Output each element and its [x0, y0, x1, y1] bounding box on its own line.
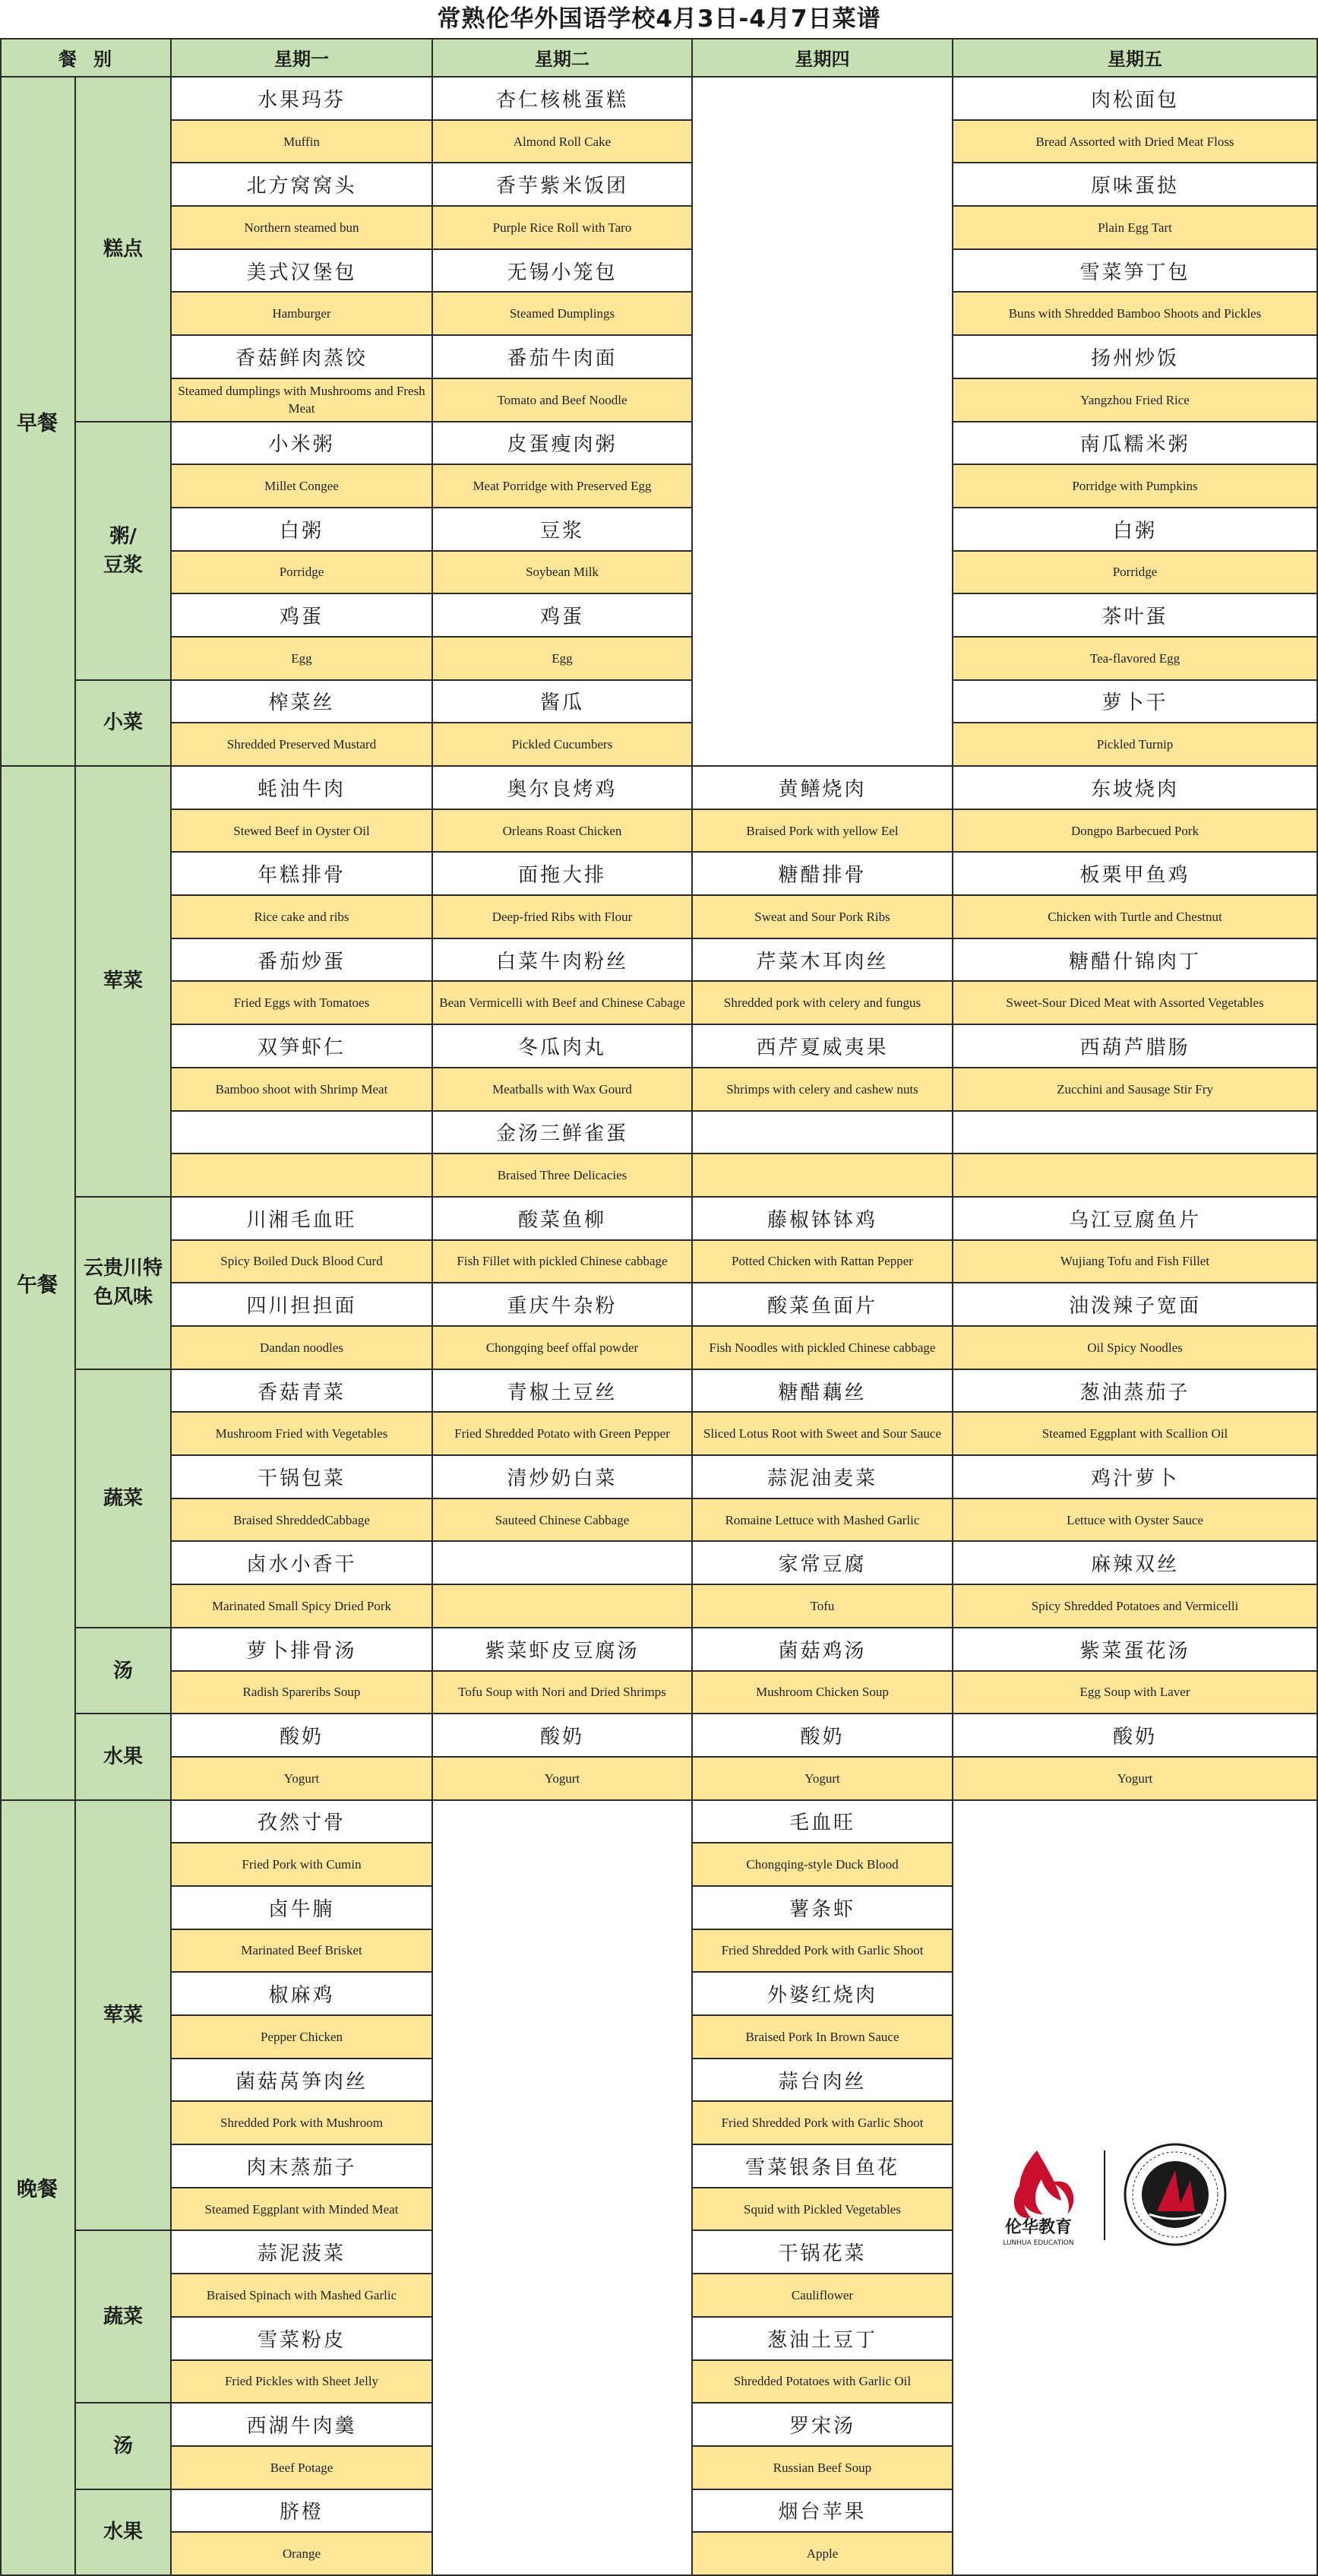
dish-name-en: Yogurt [433, 1758, 693, 1801]
dish-name-zh: 薯条虾 [693, 1887, 953, 1930]
dish-name-en: Dandan noodles [172, 1327, 433, 1370]
dish-name-zh: 皮蛋瘦肉粥 [433, 422, 693, 466]
dish-name-zh: 肉松面包 [953, 78, 1318, 121]
category-name: 小菜 [103, 711, 143, 735]
dish-name-zh: 榨菜丝 [172, 681, 433, 724]
dish-name-en: Orange [172, 2533, 433, 2576]
dish-name-en: Egg [172, 638, 433, 681]
dish-name-en: Steamed Eggplant with Minded Meat [172, 2188, 433, 2232]
dish-name-en: Stewed Beef in Oyster Oil [172, 810, 433, 853]
dish-name-en: Russian Beef Soup [693, 2447, 953, 2490]
dish-name-zh [433, 1542, 693, 1585]
dish-name-zh: 肉末蒸茄子 [172, 2145, 433, 2188]
dish-name-en: Porridge with Pumpkins [953, 465, 1318, 508]
dish-name-en: Millet Congee [172, 465, 433, 508]
dish-name-zh: 菌菇鸡汤 [693, 1628, 953, 1672]
empty-cell [172, 1112, 433, 1155]
dish-name-en: Shredded Potatoes with Garlic Oil [693, 2361, 953, 2404]
dish-name-en: Orleans Roast Chicken [433, 810, 693, 853]
dish-name-en: Fried Pork with Cumin [172, 1843, 433, 1887]
dish-name-zh: 雪菜笋丁包 [953, 250, 1318, 293]
dish-name-zh: 鸡蛋 [433, 594, 693, 638]
dish-name-en: Yogurt [693, 1758, 953, 1801]
dish-name-en: Sliced Lotus Root with Sweet and Sour Sauce [693, 1413, 953, 1456]
dish-name-zh: 蒜泥油麦菜 [693, 1456, 953, 1499]
dish-name-zh: 酸奶 [693, 1714, 953, 1758]
dish-name-en: Fish Fillet with pickled Chinese cabbage [433, 1241, 693, 1284]
category-label [76, 681, 172, 767]
empty-day-block [693, 78, 953, 767]
category-label [76, 2404, 172, 2489]
dish-name-en: Almond Roll Cake [433, 121, 693, 164]
dish-name-en: Steamed Dumplings [433, 293, 693, 336]
dish-name-zh: 北方窝窝头 [172, 163, 433, 207]
dish-name-en: Fried Shredded Pork with Garlic Shoot [693, 1930, 953, 1973]
dish-name-en: Hamburger [172, 293, 433, 336]
dish-name-en: Oil Spicy Noodles [953, 1327, 1318, 1370]
dish-name-en: Muffin [172, 121, 433, 164]
dish-name-zh: 干锅花菜 [693, 2231, 953, 2274]
dish-name-zh: 白粥 [172, 508, 433, 552]
page-title: 常熟伦华外国语学校4月3日-4月7日菜谱 [437, 5, 881, 33]
dish-name-en: Steamed Eggplant with Scallion Oil [953, 1413, 1318, 1456]
dish-name-en: Chicken with Turtle and Chestnut [953, 896, 1318, 939]
dish-name-en: Plain Egg Tart [953, 207, 1318, 250]
dish-name-en: Sweat and Sour Pork Ribs [693, 896, 953, 939]
dish-name-zh: 香菇青菜 [172, 1370, 433, 1413]
header-meal-category: 餐别 [0, 38, 172, 78]
empty-cell [953, 1154, 1318, 1198]
category-label [76, 1801, 172, 2232]
dish-name-zh: 鸡蛋 [172, 594, 433, 638]
dish-name-en: Wujiang Tofu and Fish Fillet [953, 1241, 1318, 1284]
dish-name-en: Fried Eggs with Tomatoes [172, 982, 433, 1025]
dish-name-zh: 葱油蒸茄子 [953, 1370, 1318, 1413]
meal-label: 午餐 [0, 767, 76, 1801]
dish-name-en: Zucchini and Sausage Stir Fry [953, 1068, 1318, 1112]
dish-name-en: Pickled Turnip [953, 723, 1318, 767]
dish-name-en: Radish Spareribs Soup [172, 1672, 433, 1715]
dish-name-zh: 清炒奶白菜 [433, 1456, 693, 1499]
dish-name-en: Lettuce with Oyster Sauce [953, 1499, 1318, 1543]
dish-name-zh: 香芋紫米饭团 [433, 163, 693, 207]
dish-name-en: Northern steamed bun [172, 207, 433, 250]
dish-name-zh: 麻辣双丝 [953, 1542, 1318, 1585]
dish-name-zh: 奥尔良烤鸡 [433, 767, 693, 810]
dish-name-en: Shrimps with celery and cashew nuts [693, 1068, 953, 1112]
dish-name-en: Braised Three Delicacies [433, 1154, 693, 1198]
dish-name-zh: 东坡烧肉 [953, 767, 1318, 810]
empty-cell [953, 1112, 1318, 1155]
header-day: 星期二 [433, 38, 693, 78]
dish-name-zh: 茶叶蛋 [953, 594, 1318, 638]
dish-name-zh: 重庆牛杂粉 [433, 1283, 693, 1327]
dish-name-zh: 萝卜干 [953, 681, 1318, 724]
dish-name-zh: 豆浆 [433, 508, 693, 552]
dish-name-zh: 酸奶 [172, 1714, 433, 1758]
dish-name-en: Bamboo shoot with Shrimp Meat [172, 1068, 433, 1112]
dish-name-en: Braised Spinach with Mashed Garlic [172, 2274, 433, 2318]
dish-name-zh: 南瓜糯米粥 [953, 422, 1318, 466]
dish-name-en: Marinated Beef Brisket [172, 1930, 433, 1973]
category-name: 粥/豆浆 [103, 524, 143, 577]
dish-name-en: Purple Rice Roll with Taro [433, 207, 693, 250]
logo-english-text: LUNHUA EDUCATION [1003, 2239, 1074, 2247]
dish-name-en: Tea-flavored Egg [953, 638, 1318, 681]
dish-name-en: Fried Pickles with Sheet Jelly [172, 2361, 433, 2404]
dish-name-en: Steamed dumplings with Mushrooms and Fresh Meat [172, 379, 433, 422]
dish-name-en: Bread Assorted with Dried Meat Floss [953, 121, 1318, 164]
dish-name-zh: 菌菇莴笋肉丝 [172, 2059, 433, 2103]
dish-name-zh: 孜然寸骨 [172, 1801, 433, 1844]
dish-name-en: Braised Pork with yellow Eel [693, 810, 953, 853]
dish-name-en: Chongqing-style Duck Blood [693, 1843, 953, 1887]
dish-name-en: Spicy Boiled Duck Blood Curd [172, 1241, 433, 1284]
meal-label: 晚餐 [0, 1801, 76, 2576]
dish-name-zh: 乌江豆腐鱼片 [953, 1198, 1318, 1241]
dish-name-zh: 脐橙 [172, 2490, 433, 2533]
dish-name-zh: 番茄牛肉面 [433, 336, 693, 379]
dish-name-zh: 黄鳝烧肉 [693, 767, 953, 810]
empty-cell [693, 1154, 953, 1198]
logo-chinese-text: 伦华教育 [1004, 2218, 1073, 2237]
dish-name-zh: 白菜牛肉粉丝 [433, 939, 693, 983]
category-label [76, 422, 172, 681]
dish-name-en: Mushroom Fried with Vegetables [172, 1413, 433, 1456]
category-label [76, 1370, 172, 1628]
dish-name-zh: 酸菜鱼柳 [433, 1198, 693, 1241]
dish-name-zh: 酸奶 [953, 1714, 1318, 1758]
logo-divider [1104, 2150, 1105, 2240]
dish-name-zh: 原味蛋挞 [953, 163, 1318, 207]
dish-name-en: Egg [433, 638, 693, 681]
dish-name-en: Fried Shredded Potato with Green Pepper [433, 1413, 693, 1456]
dish-name-zh: 糖醋排骨 [693, 853, 953, 896]
dish-name-en: Chongqing beef offal powder [433, 1327, 693, 1370]
dish-name-en: Fish Noodles with pickled Chinese cabbage [693, 1327, 953, 1370]
dish-name-zh: 冬瓜肉丸 [433, 1025, 693, 1068]
lunhua-flame-logo-icon [1014, 2150, 1073, 2218]
dish-name-en: Meat Porridge with Preserved Egg [433, 465, 693, 508]
meal-label: 早餐 [0, 78, 76, 767]
dish-name-en: Potted Chicken with Rattan Pepper [693, 1241, 953, 1284]
dish-name-zh: 青椒土豆丝 [433, 1370, 693, 1413]
dish-name-en: Pepper Chicken [172, 2016, 433, 2059]
table-top-border [0, 38, 1318, 40]
dish-name-en [433, 1585, 693, 1628]
category-name: 蔬菜 [103, 1486, 143, 1510]
dish-name-zh: 椒麻鸡 [172, 1973, 433, 2016]
category-label [76, 1198, 172, 1370]
dish-name-en: Shredded Pork with Mushroom [172, 2102, 433, 2145]
dish-name-en: Porridge [953, 552, 1318, 595]
dish-name-zh: 四川担担面 [172, 1283, 433, 1327]
dish-name-zh: 葱油土豆丁 [693, 2318, 953, 2361]
dish-name-en: Pickled Cucumbers [433, 723, 693, 767]
dish-name-en: Cauliflower [693, 2274, 953, 2318]
dish-name-en: Soybean Milk [433, 552, 693, 595]
dish-name-en: Squid with Pickled Vegetables [693, 2188, 953, 2232]
dish-name-zh: 蒜泥菠菜 [172, 2231, 433, 2274]
dish-name-zh: 干锅包菜 [172, 1456, 433, 1499]
dish-name-zh: 川湘毛血旺 [172, 1198, 433, 1241]
school-logos [953, 2134, 1318, 2248]
category-name: 汤 [112, 2434, 133, 2457]
dish-name-zh: 西芹夏威夷果 [693, 1025, 953, 1068]
category-name: 荤菜 [103, 970, 143, 993]
dish-name-zh: 西葫芦腊肠 [953, 1025, 1318, 1068]
dish-name-zh: 板栗甲鱼鸡 [953, 853, 1318, 896]
header-day: 星期五 [953, 38, 1318, 78]
dish-name-zh: 酸菜鱼面片 [693, 1283, 953, 1327]
dish-name-zh: 扬州炒饭 [953, 336, 1318, 379]
dish-name-en: Mushroom Chicken Soup [693, 1672, 953, 1715]
dish-name-zh: 小米粥 [172, 422, 433, 466]
dish-name-zh: 双笋虾仁 [172, 1025, 433, 1068]
dish-name-zh: 萝卜排骨汤 [172, 1628, 433, 1672]
dish-name-en: Tofu Soup with Nori and Dried Shrimps [433, 1672, 693, 1715]
dish-name-zh: 面拖大排 [433, 853, 693, 896]
dish-name-en: Yogurt [953, 1758, 1318, 1801]
dish-name-zh: 卤水小香干 [172, 1542, 433, 1585]
dish-name-zh: 酸奶 [433, 1714, 693, 1758]
dish-name-zh: 罗宋汤 [693, 2404, 953, 2447]
dish-name-en: Porridge [172, 552, 433, 595]
category-name: 蔬菜 [103, 2305, 143, 2328]
dish-name-en: Shredded Preserved Mustard [172, 723, 433, 767]
dish-name-zh: 金汤三鲜雀蛋 [433, 1112, 693, 1155]
dish-name-zh: 藤椒钵钵鸡 [693, 1198, 953, 1241]
dish-name-zh: 紫菜蛋花汤 [953, 1628, 1318, 1672]
dish-name-zh: 水果玛芬 [172, 78, 433, 121]
dish-name-zh: 白粥 [953, 508, 1318, 552]
dish-name-zh: 香菇鲜肉蒸饺 [172, 336, 433, 379]
category-label [76, 2231, 172, 2404]
dish-name-en: Meatballs with Wax Gourd [433, 1068, 693, 1112]
dish-name-en: Yogurt [172, 1758, 433, 1801]
category-label [76, 1628, 172, 1714]
dish-name-en: Dongpo Barbecued Pork [953, 810, 1318, 853]
dish-name-en: Tomato and Beef Noodle [433, 379, 693, 422]
dish-name-zh: 家常豆腐 [693, 1542, 953, 1585]
dish-name-zh: 雪菜粉皮 [172, 2318, 433, 2361]
dish-name-en: Sauteed Chinese Cabbage [433, 1499, 693, 1543]
dish-name-zh: 外婆红烧肉 [693, 1973, 953, 2016]
dish-name-zh: 油泼辣子宽面 [953, 1283, 1318, 1327]
dish-name-zh: 美式汉堡包 [172, 250, 433, 293]
dish-name-en: Buns with Shredded Bamboo Shoots and Pickles [953, 293, 1318, 336]
dish-name-zh: 芹菜木耳肉丝 [693, 939, 953, 983]
category-label [76, 78, 172, 422]
dish-name-zh: 糖醋什锦肉丁 [953, 939, 1318, 983]
dish-name-en: Apple [693, 2533, 953, 2576]
dish-name-zh: 番茄炒蛋 [172, 939, 433, 983]
dish-name-en: Braised Pork In Brown Sauce [693, 2016, 953, 2059]
dish-name-en: Yangzhou Fried Rice [953, 379, 1318, 422]
category-name: 荤菜 [103, 2004, 143, 2027]
dish-name-en: Beef Potage [172, 2447, 433, 2490]
empty-cell [693, 1112, 953, 1155]
category-name: 汤 [112, 1659, 133, 1682]
category-name: 云贵川特色风味 [83, 1257, 163, 1309]
category-label [76, 2490, 172, 2576]
dish-name-zh: 毛血旺 [693, 1801, 953, 1844]
dish-name-zh: 杏仁核桃蛋糕 [433, 78, 693, 121]
dish-name-en: Egg Soup with Laver [953, 1672, 1318, 1715]
dish-name-zh: 鸡汁萝卜 [953, 1456, 1318, 1499]
dish-name-en: Marinated Small Spicy Dried Pork [172, 1585, 433, 1628]
dish-name-zh: 蚝油牛肉 [172, 767, 433, 810]
header-day: 星期四 [693, 38, 953, 78]
dish-name-zh: 年糕排骨 [172, 853, 433, 896]
dish-name-zh: 烟台苹果 [693, 2490, 953, 2533]
dish-name-zh: 西湖牛肉羹 [172, 2404, 433, 2447]
category-name: 水果 [103, 1745, 143, 1768]
dish-name-zh: 酱瓜 [433, 681, 693, 724]
dish-name-zh: 雪菜银条目鱼花 [693, 2145, 953, 2188]
header-day: 星期一 [172, 38, 433, 78]
dish-name-en: Rice cake and ribs [172, 896, 433, 939]
school-seal-icon [1125, 2144, 1225, 2245]
empty-cell [172, 1154, 433, 1198]
empty-day-block [433, 1801, 693, 2576]
dish-name-en: Fried Shredded Pork with Garlic Shoot [693, 2102, 953, 2145]
dish-name-en: Braised ShreddedCabbage [172, 1499, 433, 1543]
dish-name-en: Shredded pork with celery and fungus [693, 982, 953, 1025]
dish-name-zh: 紫菜虾皮豆腐汤 [433, 1628, 693, 1672]
dish-name-zh: 无锡小笼包 [433, 250, 693, 293]
category-label [76, 767, 172, 1198]
category-name: 糕点 [103, 237, 143, 261]
dish-name-zh: 蒜台肉丝 [693, 2059, 953, 2103]
dish-name-en: Romaine Lettuce with Mashed Garlic [693, 1499, 953, 1543]
dish-name-en: Sweet-Sour Diced Meat with Assorted Vegetables [953, 982, 1318, 1025]
table-left-border [0, 38, 2, 2576]
dish-name-en: Spicy Shredded Potatoes and Vermicelli [953, 1585, 1318, 1628]
dish-name-en: Bean Vermicelli with Beef and Chinese Cabage [433, 982, 693, 1025]
dish-name-zh: 糖醋藕丝 [693, 1370, 953, 1413]
dish-name-zh: 卤牛腩 [172, 1887, 433, 1930]
category-name: 水果 [103, 2521, 143, 2544]
category-label [76, 1714, 172, 1800]
dish-name-en: Deep-fried Ribs with Flour [433, 896, 693, 939]
dish-name-en: Tofu [693, 1585, 953, 1628]
